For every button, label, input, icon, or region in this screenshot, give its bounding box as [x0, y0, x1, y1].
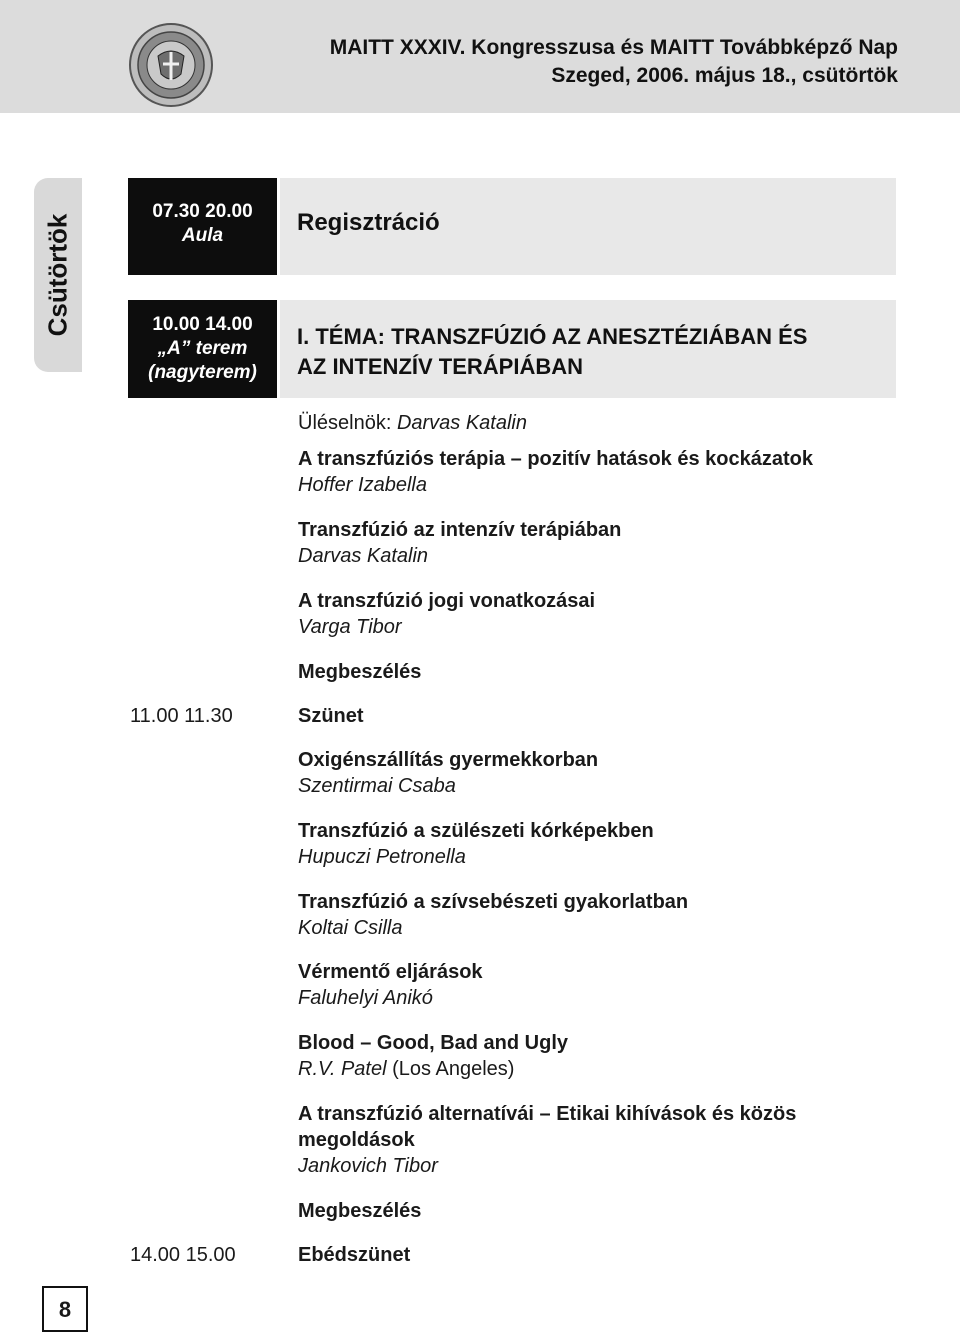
- day-side-tab-label: Csütörtök: [42, 213, 73, 337]
- talk-title: Transzfúzió az intenzív terápiában: [298, 519, 622, 541]
- talk-speaker: Szentirmai Csaba: [298, 775, 456, 797]
- day-side-tab: [34, 178, 82, 372]
- session-title-line2: AZ INTENZÍV TERÁPIÁBAN: [297, 354, 583, 379]
- session-title: Regisztráció: [297, 209, 440, 236]
- session-title: [297, 322, 807, 382]
- talk-speaker: R.V. Patel: [298, 1058, 387, 1080]
- time-range: 07.30 20.00: [152, 201, 253, 222]
- talk-title: Vérmentő eljárások: [298, 961, 483, 983]
- page-number: 8: [58, 1297, 72, 1322]
- discussion-label: Megbeszélés: [298, 661, 422, 683]
- session-bar-theme: [280, 300, 896, 398]
- venue: Aula: [181, 225, 224, 246]
- talk-speaker: Faluhelyi Anikó: [298, 987, 433, 1009]
- chair-label: Üléselnök:: [298, 412, 397, 434]
- talk-title: A transzfúzió jogi vonatkozásai: [298, 590, 596, 612]
- chair-name: Darvas Katalin: [396, 412, 527, 434]
- talk-title: A transzfúziós terápia – pozitív hatások és kockázatok: [298, 448, 813, 470]
- congress-title: [330, 34, 898, 90]
- venue-line2: (nagyterem): [148, 362, 257, 383]
- talk-title: Transzfúzió a szülészeti kórképekben: [298, 820, 654, 842]
- talk-speaker: Koltai Csilla: [298, 917, 403, 939]
- discussion-label: Megbeszélés: [298, 1200, 422, 1222]
- talk-title: Transzfúzió a szívsebészeti gyakorlatban: [298, 891, 689, 913]
- congress-title-line1: MAITT XXXIV. Kongresszusa és MAITT Továbbképző Nap: [329, 36, 898, 59]
- talk-title: Blood – Good, Bad and Ugly: [298, 1032, 568, 1054]
- break-time: 11.00 11.30: [130, 705, 233, 727]
- time-box-theme: [128, 300, 277, 398]
- talk-speaker-line: [298, 1056, 514, 1082]
- lunch-time: 14.00 15.00: [130, 1244, 236, 1266]
- session-title-line1: I. TÉMA: TRANSZFÚZIÓ AZ ANESZTÉZIÁBAN ÉS: [297, 324, 808, 349]
- talk-title-line2: megoldások: [298, 1129, 415, 1151]
- time-box-registration: [128, 178, 277, 275]
- time-range: 10.00 14.00: [152, 314, 253, 335]
- talk-title-line1: A transzfúzió alternatívái – Etikai kihívások és közös: [298, 1103, 797, 1125]
- talk-speaker-affiliation: (Los Angeles): [386, 1058, 515, 1080]
- talk-title: Oxigénszállítás gyermekkorban: [298, 749, 599, 771]
- session-bar-registration: [280, 178, 896, 275]
- chair-line: [298, 410, 527, 436]
- talk-speaker: Darvas Katalin: [298, 545, 429, 567]
- talk-speaker: Hupuczi Petronella: [298, 846, 466, 868]
- talk-speaker: Varga Tibor: [298, 616, 402, 638]
- congress-title-line2: Szeged, 2006. május 18., csütörtök: [551, 64, 898, 87]
- talk-speaker: Hoffer Izabella: [298, 474, 427, 496]
- venue-line1: „A” terem: [157, 338, 248, 359]
- talk-speaker: Jankovich Tibor: [298, 1155, 438, 1177]
- page-number-box: [42, 1286, 88, 1332]
- society-seal-icon: [128, 22, 214, 108]
- lunch-label: Ebédszünet: [298, 1244, 411, 1266]
- break-label: Szünet: [298, 705, 364, 727]
- page-header: [0, 0, 960, 113]
